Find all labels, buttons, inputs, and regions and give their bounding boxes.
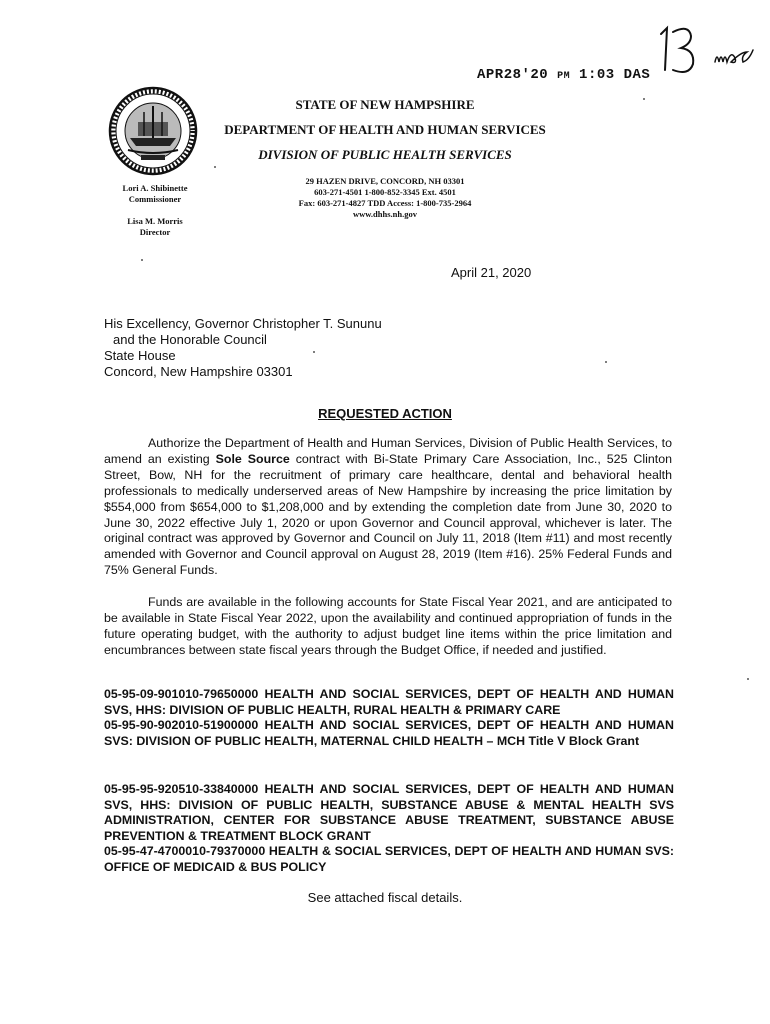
scan-speck	[605, 361, 607, 363]
accounts-group-2	[104, 782, 674, 875]
official-director	[100, 216, 210, 238]
account-entry: 05-95-47-4700010-79370000 HEALTH & SOCIAL SERVICES, DEPT OF HEALTH AND HUMAN SVS: OFFICE OF MEDICAID & BUS POLICY	[104, 844, 674, 874]
account-entry: 05-95-90-902010-51900000 HEALTH AND SOCIAL SERVICES, DEPT OF HEALTH AND HUMAN SVS: DIVISION OF PUBLIC HEALTH, MATERNAL CHILD HEALTH – MCH Title V Block Grant	[104, 718, 674, 748]
scan-speck	[141, 259, 143, 261]
recipient-line: State House	[104, 348, 176, 363]
commissioner-title: Commissioner	[128, 194, 182, 204]
scan-speck	[313, 351, 315, 353]
address-fax: Fax: 603-271-4827 TDD Access: 1-800-735-2964	[298, 198, 472, 208]
p1-text-after: contract with Bi-State Primary Care Association, Inc., 525 Clinton Street, Bow, NH for the recruitment of primary care healthcare, dental and behavioral health professionals to medically underserved areas of New Hampshire by increasing the price limitation by $554,000 from $654,000 to $1,208,000 and by extending the completion date from June 30, 2020 to June 30, 2022 effective July 1, 2020 or upon Governor and Council approval, whichever is later. The original contract was approved by Governor and Council on July 11, 2018 (Item #11) and most recently amended with Governor and Council approval on August 28, 2019 (Item #16). 25% Federal Funds and 75% General Funds.	[104, 451, 673, 578]
account-entry: 05-95-09-901010-79650000 HEALTH AND SOCIAL SERVICES, DEPT OF HEALTH AND HUMAN SVS, HHS: DIVISION OF PUBLIC HEALTH, RURAL HEALTH & PRIMARY CARE	[104, 687, 674, 717]
p2-text: Funds are available in the following accounts for State Fiscal Year 2021, and are anticipated to be available in State Fiscal Year 2022, upon the availability and continued appropriation of funds in the future operating budget, with the authority to adjust budget line items within the price limitation and encumbrances between state fiscal years through the Budget Office, if needed and justified.	[104, 595, 672, 657]
address-web: www.dhhs.nh.gov	[352, 209, 417, 219]
p1-sole-source: Sole Source	[215, 451, 290, 466]
fiscal-details-note: See attached fiscal details.	[307, 890, 463, 905]
director-name: Lisa M. Morris	[127, 216, 183, 226]
commissioner-name: Lori A. Shibinette	[122, 183, 188, 193]
recipient-line: His Excellency, Governor Christopher T. Sununu	[104, 316, 382, 331]
recipient-line: Concord, New Hampshire 03301	[104, 364, 293, 379]
stamp-code: DAS	[623, 67, 651, 83]
address-block	[200, 176, 570, 220]
address-street: 29 HAZEN DRIVE, CONCORD, NH 03301	[305, 176, 465, 186]
state-name: STATE OF NEW HAMPSHIRE	[295, 97, 475, 112]
division-name: DIVISION OF PUBLIC HEALTH SERVICES	[258, 147, 512, 162]
requested-action-heading: REQUESTED ACTION	[318, 406, 452, 421]
paragraph-funds	[104, 595, 672, 659]
account-entry: 05-95-95-920510-33840000 HEALTH AND SOCIAL SERVICES, DEPT OF HEALTH AND HUMAN SVS, HHS: DIVISION OF PUBLIC HEALTH, SUBSTANCE ABUSE & MENTAL HEALTH SVS ADMINISTRATION, CENTER FOR SUBSTANCE ABUSE TREATMENT, SUBSTANCE ABUSE PREVENTION & TREATMENT BLOCK GRANT	[104, 782, 674, 843]
received-stamp	[477, 67, 650, 83]
recipient-line: and the Honorable Council	[113, 332, 267, 347]
accounts-group-1	[104, 687, 674, 749]
p1-text-before: Authorize the Department of Health and Human Services, Division of Public Health Services, to amend an existing	[104, 436, 672, 466]
director-title: Director	[139, 227, 171, 237]
stamp-ampm: PM	[557, 71, 571, 82]
letter-date: April 21, 2020	[451, 265, 532, 280]
stamp-date: APR28'20	[477, 67, 549, 83]
address-phone: 603-271-4501 1-800-852-3345 Ext. 4501	[314, 187, 456, 197]
stamp-time: 1:03	[579, 67, 615, 83]
state-seal-image	[108, 86, 198, 176]
handwritten-note	[655, 22, 760, 82]
scan-speck	[214, 166, 216, 168]
recipient-block	[104, 316, 382, 380]
department-name: DEPARTMENT OF HEALTH AND HUMAN SERVICES	[224, 122, 546, 137]
scan-speck	[747, 678, 749, 680]
paragraph-authorize	[104, 436, 672, 579]
official-commissioner	[100, 183, 210, 205]
scan-speck	[643, 98, 645, 100]
